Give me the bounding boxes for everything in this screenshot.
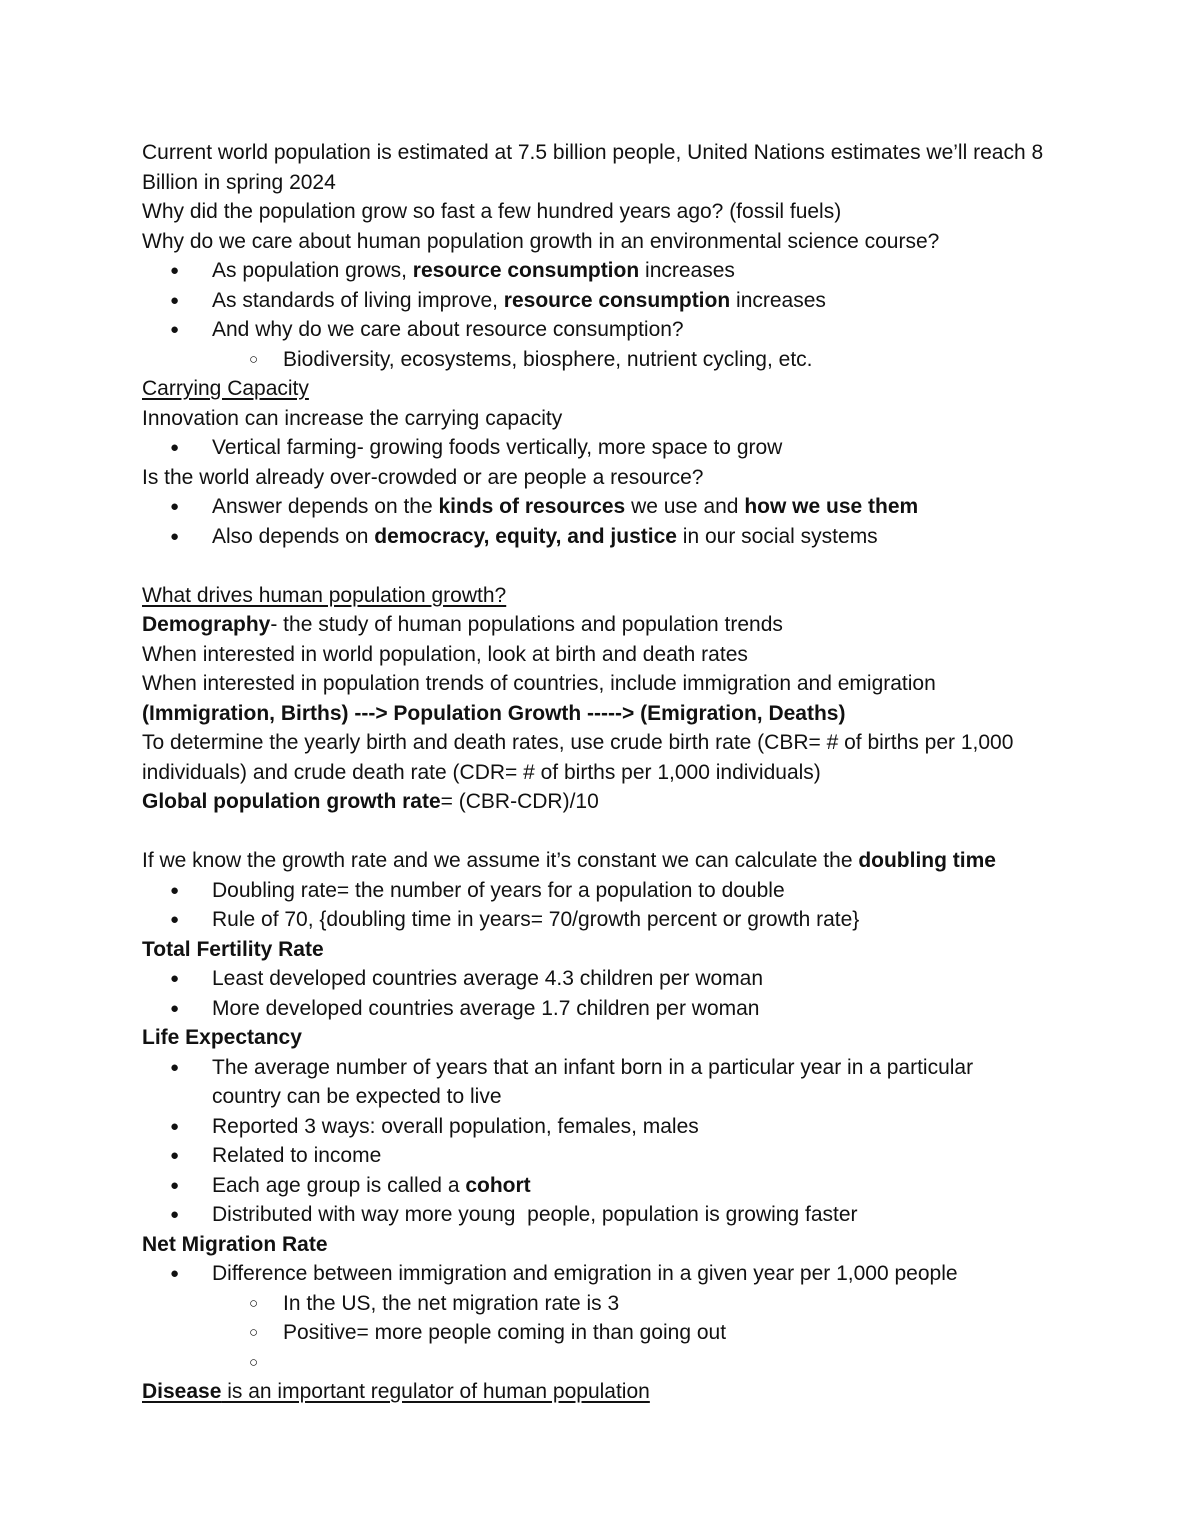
list-item: ● Also depends on democracy, equity, and justice in our social systems: [142, 522, 1082, 552]
growth-rate-formula: Global population growth rate= (CBR-CDR)/10: [142, 790, 599, 813]
innovation-line: Innovation can increase the carrying capacity: [142, 406, 563, 430]
net-migration-heading: Net Migration Rate: [142, 1232, 328, 1256]
world-population-line: When interested in world population, look at birth and death rates: [142, 642, 748, 666]
sub-list-item-empty: [142, 1348, 1082, 1378]
list-item: ● The average number of years that an infant born in a particular year in a particular country can be expected to live: [142, 1053, 1012, 1112]
list-item: ● Least developed countries average 4.3 children per woman: [142, 964, 1082, 994]
demography-definition: Demography- the study of human populations and population trends: [142, 613, 783, 636]
life-expectancy-heading: Life Expectancy: [142, 1026, 302, 1049]
population-flow: (Immigration, Births) ---> Population Growth -----> (Emigration, Deaths): [142, 701, 846, 725]
list-item: ● As population grows, resource consumption increases: [142, 256, 1082, 286]
list-item: ● Vertical farming- growing foods vertically, more space to grow: [142, 433, 1082, 463]
list-item: ● Distributed with way more young people, population is growing faster: [142, 1200, 1082, 1230]
disease-line: Disease is an important regulator of human population: [142, 1380, 650, 1403]
list-item: ● Answer depends on the kinds of resources we use and how we use them: [142, 492, 1082, 522]
sub-list-item: ○ Biodiversity, ecosystems, biosphere, nutrient cycling, etc.: [142, 345, 1082, 375]
list-item: ● Each age group is called a cohort: [142, 1171, 1082, 1201]
list-item: ● Rule of 70, {doubling time in years= 70/growth percent or growth rate}: [142, 905, 1082, 935]
drivers-heading: What drives human population growth?: [142, 583, 507, 607]
why-care-question: Why do we care about human population growth in an environmental science course?: [142, 229, 940, 253]
list-item: ● As standards of living improve, resource consumption increases: [142, 286, 1082, 316]
fertility-heading: Total Fertility Rate: [142, 937, 324, 961]
overcrowded-question: Is the world already over-crowded or are people a resource?: [142, 465, 704, 489]
crude-rates-paragraph: To determine the yearly birth and death rates, use crude birth rate (CBR= # of births per 1,000 individuals) and crude death rate (CDR= # of births per 1,000 individuals): [142, 731, 1014, 784]
list-item: ● Reported 3 ways: overall population, females, males: [142, 1112, 1082, 1142]
sub-list-item: ○ In the US, the net migration rate is 3: [142, 1289, 1082, 1319]
carrying-capacity-heading: Carrying Capacity: [142, 377, 309, 400]
country-trends-line: When interested in population trends of countries, include immigration and emigration: [142, 672, 936, 695]
list-item: ● Related to income: [142, 1141, 1082, 1171]
document-page: [142, 138, 1082, 1407]
list-item: ● Difference between immigration and emigration in a given year per 1,000 people: [142, 1259, 1082, 1289]
list-item: ● More developed countries average 1.7 children per woman: [142, 994, 1082, 1024]
blank-line: [142, 551, 1082, 581]
intro-paragraph: Current world population is estimated at 7.5 billion people, United Nations estimates we’ll reach 8 Billion in spring 2024: [142, 141, 1044, 194]
fossil-fuels-question: Why did the population grow so fast a few hundred years ago? (fossil fuels): [142, 200, 842, 223]
list-item: ● And why do we care about resource consumption?: [142, 315, 1082, 345]
doubling-time-line: If we know the growth rate and we assume it’s constant we can calculate the doubling time: [142, 849, 996, 872]
sub-list-item: ○ Positive= more people coming in than going out: [142, 1318, 1082, 1348]
list-item: ● Doubling rate= the number of years for a population to double: [142, 876, 1082, 906]
blank-line: [142, 817, 1082, 847]
